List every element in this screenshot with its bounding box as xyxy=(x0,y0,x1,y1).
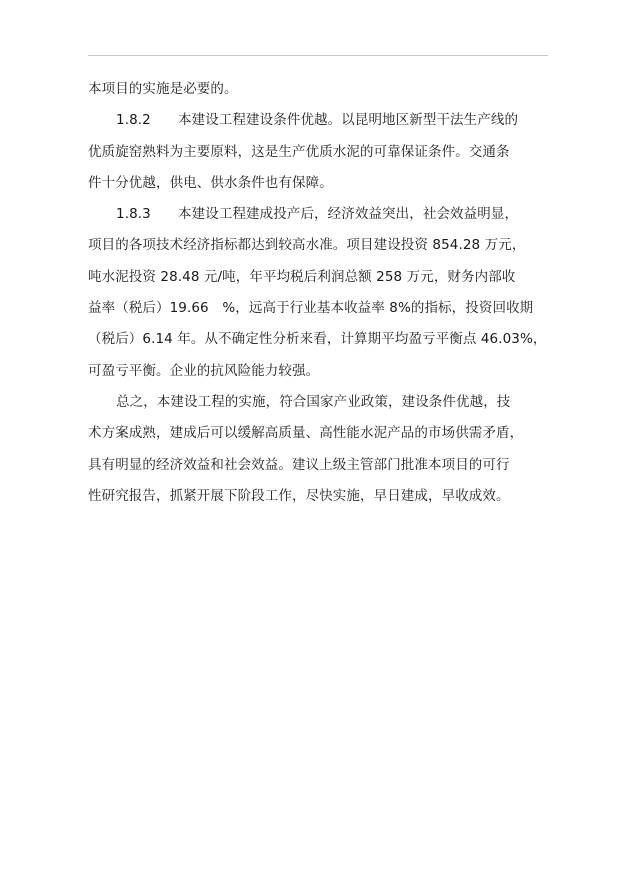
text-line-5: 1.8.3 本建设工程建成投产后，经济效益突出，社会效益明显， xyxy=(116,206,519,223)
text-line-7: 吨水泥投资 28.48 元/吨，年平均税后利润总额 258 万元，财务内部收 xyxy=(88,268,516,285)
document-body xyxy=(88,74,558,512)
text-line-4: 件十分优越，供电、供水条件也有保障。 xyxy=(88,174,333,191)
text-line-14: 性研究报告，抓紧开展下阶段工作，尽快实施，早日建成，早收成效。 xyxy=(88,487,510,504)
text-line-8: 益率（税后）19.66 %，远高于行业基本收益率 8%的指标，投资回收期 xyxy=(88,300,534,317)
text-line-11: 总之，本建设工程的实施，符合国家产业政策，建设条件优越，技 xyxy=(116,393,511,410)
text-line-6: 项目的各项技术经济指标都达到较高水准。项目建设投资 854.28 万元， xyxy=(88,237,526,254)
text-line-9: （税后）6.14 年。从不确定性分析来看，计算期平均盈亏平衡点 46.03%， xyxy=(88,331,547,348)
text-line-2: 1.8.2 本建设工程建设条件优越。以昆明地区新型干法生产线的 xyxy=(116,112,519,129)
text-line-12: 术方案成熟，建成后可以缓解高质量、高性能水泥产品的市场供需矛盾， xyxy=(88,425,524,442)
text-line-1: 本项目的实施是必要的。 xyxy=(88,81,238,97)
text-line-10: 可盈亏平衡。企业的抗风险能力较强。 xyxy=(88,362,320,379)
text-line-3: 优质旋窑熟料为主要原料，这是生产优质水泥的可靠保证条件。交通条 xyxy=(88,143,510,160)
header-rule xyxy=(88,55,548,56)
text-line-13: 具有明显的经济效益和社会效益。建议上级主管部门批准本项目的可行 xyxy=(88,456,510,473)
